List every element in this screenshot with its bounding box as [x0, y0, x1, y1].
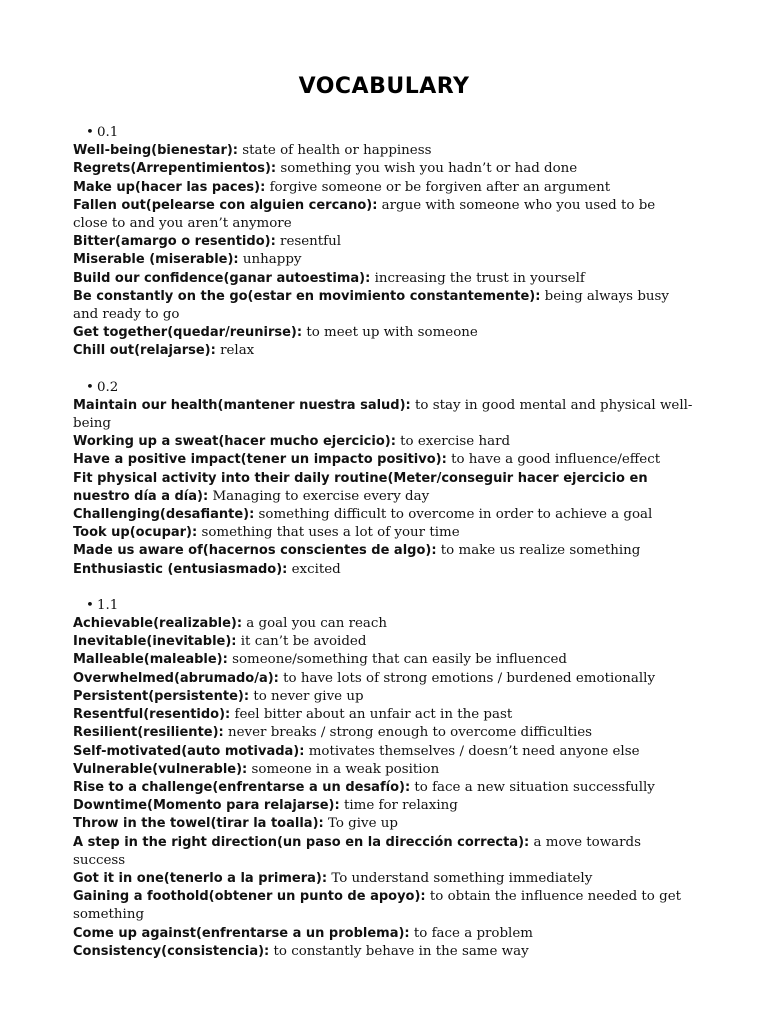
vocab-term: Took up(ocupar):	[73, 525, 198, 541]
vocab-definition: it can’t be avoided	[236, 634, 367, 650]
vocab-term: Chill out(relajarse):	[73, 343, 216, 359]
vocab-entry	[73, 397, 693, 433]
vocab-term: Enthusiastic (entusiasmado):	[73, 561, 288, 577]
vocab-definition: To give up	[323, 816, 398, 832]
vocab-term: Maintain our health(mantener nuestra salud):	[73, 397, 411, 413]
vocab-entry	[73, 925, 693, 943]
vocab-term: Gaining a foothold(obtener un punto de apoyo):	[73, 889, 426, 905]
vocab-definition: argue with someone who you used to be close to and you aren’t anymore	[73, 197, 656, 232]
vocab-definition: something you wish you hadn’t or had done	[276, 161, 578, 177]
vocab-entry	[73, 197, 693, 233]
bullet-icon: •	[86, 125, 94, 140]
vocab-term: Resentful(resentido):	[73, 707, 231, 723]
vocab-term: Challenging(desafiante):	[73, 507, 255, 523]
section-0-2	[73, 379, 693, 579]
vocab-term: Got it in one(tenerlo a la primera):	[73, 870, 328, 886]
vocab-term: Get together(quedar/reunirse):	[73, 325, 303, 341]
vocab-definition: to face a new situation successfully	[410, 779, 655, 795]
vocab-term: Overwhelmed(abrumado/a):	[73, 670, 279, 686]
vocab-entry	[73, 342, 693, 360]
vocab-definition: being always busy and ready to go	[73, 288, 669, 323]
vocab-entry	[73, 561, 693, 579]
vocab-entry	[73, 633, 693, 651]
vocab-entry	[73, 670, 693, 688]
vocab-term: Made us aware of(hacernos conscientes de algo):	[73, 543, 437, 559]
vocab-term: Downtime(Momento para relajarse):	[73, 798, 340, 814]
vocab-definition: excited	[287, 561, 341, 577]
vocab-entry	[73, 142, 693, 160]
vocab-definition: to exercise hard	[395, 434, 511, 450]
vocab-entry	[73, 724, 693, 742]
section-number: 0.2	[97, 379, 119, 395]
vocab-definition: never breaks / strong enough to overcome difficulties	[223, 725, 593, 741]
vocab-definition: someone in a weak position	[247, 761, 440, 777]
section-heading	[73, 379, 693, 397]
section-number: 1.1	[97, 597, 119, 613]
vocab-definition: increasing the trust in yourself	[370, 270, 585, 286]
vocab-definition: to obtain the influence needed to get something	[73, 889, 681, 923]
section-heading	[73, 597, 693, 615]
vocab-definition: to constantly behave in the same way	[269, 943, 529, 959]
vocab-definition: unhappy	[238, 252, 302, 268]
vocab-entry	[73, 815, 693, 833]
vocab-term: Persistent(persistente):	[73, 688, 250, 704]
vocab-entry	[73, 688, 693, 706]
vocab-term: Bitter(amargo o resentido):	[73, 234, 276, 250]
vocab-term: Have a positive impact(tener un impacto positivo):	[73, 452, 447, 468]
vocab-term: Well-being(bienestar):	[73, 143, 239, 159]
vocab-term: Self-motivated(auto motivada):	[73, 743, 305, 759]
vocab-term: Resilient(resiliente):	[73, 725, 224, 741]
vocab-entry	[73, 270, 693, 288]
vocab-entry	[73, 506, 693, 524]
vocab-entry	[73, 470, 693, 506]
vocab-entry	[73, 179, 693, 197]
vocab-definition: to have lots of strong emotions / burdened emotionally	[278, 670, 656, 686]
vocab-entry	[73, 524, 693, 542]
vocab-term: Inevitable(inevitable):	[73, 634, 237, 650]
vocab-definition: something difficult to overcome in order to achieve a goal	[254, 507, 653, 523]
vocab-entry	[73, 324, 693, 342]
vocab-entry	[73, 288, 693, 324]
vocab-term: Working up a sweat(hacer mucho ejercicio):	[73, 434, 396, 450]
vocab-term: Throw in the towel(tirar la toalla):	[73, 816, 324, 832]
vocab-entry	[73, 542, 693, 560]
vocab-definition: someone/something that can easily be influenced	[227, 652, 567, 668]
vocab-term: Fit physical activity into their daily routine(Meter/conseguir hacer ejercicio en nuestro día a día):	[73, 470, 648, 504]
vocab-entry	[73, 251, 693, 269]
section-0-1	[73, 124, 693, 361]
vocab-entry	[73, 233, 693, 251]
vocab-term: Malleable(maleable):	[73, 652, 228, 668]
vocab-entry	[73, 761, 693, 779]
vocab-definition: to never give up	[249, 688, 364, 704]
vocab-entry	[73, 706, 693, 724]
vocab-entry	[73, 870, 693, 888]
bullet-icon: •	[86, 597, 94, 613]
vocab-term: Rise to a challenge(enfrentarse a un desafío):	[73, 779, 411, 795]
vocab-term: Fallen out(pelearse con alguien cercano):	[73, 197, 378, 213]
section-number: 0.1	[97, 125, 119, 140]
vocab-definition: feel bitter about an unfair act in the past	[230, 707, 513, 723]
vocab-definition: to meet up with someone	[302, 325, 478, 341]
vocab-entry	[73, 743, 693, 761]
vocab-entry	[73, 779, 693, 797]
vocab-definition: to have a good influence/effect	[446, 452, 661, 468]
vocab-entry	[73, 615, 693, 633]
vocab-definition: time for relaxing	[339, 798, 458, 814]
vocab-entry	[73, 433, 693, 451]
vocab-term: A step in the right direction(un paso en la dirección correcta):	[73, 834, 530, 850]
vocab-definition: forgive someone or be forgiven after an argument	[265, 179, 611, 195]
vocab-definition: relax	[215, 343, 255, 359]
vocab-entry	[73, 943, 693, 961]
page-title: VOCABULARY	[298, 74, 470, 99]
vocab-term: Be constantly on the go(estar en movimiento constantemente):	[73, 288, 541, 304]
vocab-definition: a move towards success	[73, 834, 641, 868]
vocabulary-content	[73, 124, 693, 979]
vocab-definition: to face a problem	[409, 925, 533, 941]
vocab-term: Make up(hacer las paces):	[73, 179, 266, 195]
vocab-definition: resentful	[275, 234, 342, 250]
vocab-entry	[73, 834, 693, 870]
vocab-term: Achievable(realizable):	[73, 616, 243, 632]
vocab-entry	[73, 451, 693, 469]
vocab-entry	[73, 160, 693, 178]
vocab-term: Come up against(enfrentarse a un problema):	[73, 925, 410, 941]
vocab-term: Build our confidence(ganar autoestima):	[73, 270, 371, 286]
vocab-definition: motivates themselves / doesn’t need anyone else	[304, 743, 640, 759]
vocab-definition: To understand something immediately	[327, 870, 593, 886]
bullet-icon: •	[86, 379, 94, 395]
section-1-1	[73, 597, 693, 961]
vocab-definition: a goal you can reach	[242, 616, 388, 632]
vocab-definition: state of health or happiness	[238, 143, 432, 159]
section-heading	[73, 124, 693, 142]
vocab-definition: Managing to exercise every day	[208, 488, 430, 504]
vocab-entry	[73, 888, 693, 924]
vocab-definition: to make us realize something	[436, 543, 641, 559]
vocab-term: Miserable (miserable):	[73, 252, 239, 268]
vocab-term: Regrets(Arrepentimientos):	[73, 161, 277, 177]
vocab-term: Consistency(consistencia):	[73, 943, 270, 959]
vocab-definition: to stay in good mental and physical well-being	[73, 397, 693, 432]
vocab-term: Vulnerable(vulnerable):	[73, 761, 248, 777]
vocab-entry	[73, 651, 693, 669]
vocab-definition: something that uses a lot of your time	[197, 525, 460, 541]
vocab-entry	[73, 797, 693, 815]
